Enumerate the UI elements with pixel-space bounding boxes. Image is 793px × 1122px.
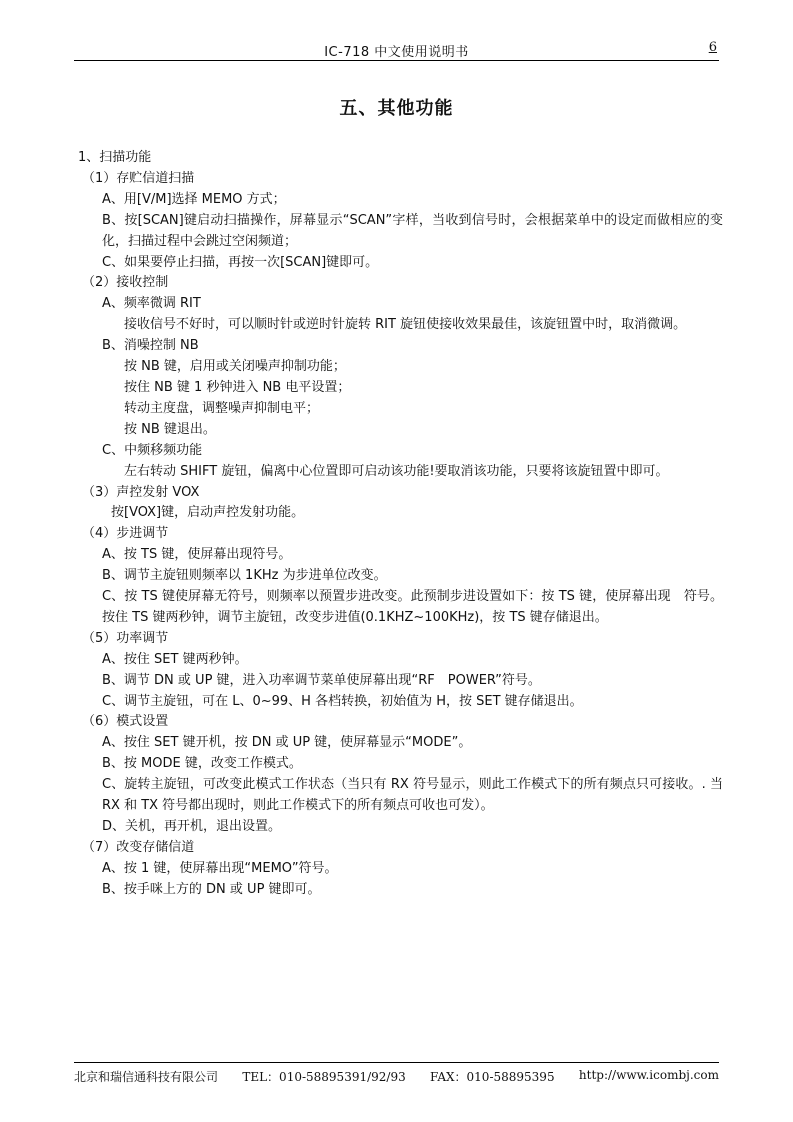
- text-line: 转动主度盘，调整噪声抑制电平；: [124, 400, 320, 416]
- text-line: C、旋转主旋钮，可改变此模式工作状态（当只有 RX 符号显示，则此工作模式下的所有频点只可接收。. 当 RX 和 TX 符号都出现时，则此工作模式下的所有频点可收也可发）。: [102, 777, 723, 814]
- text-line: 按 NB 键，启用或关闭噪声抑制功能；: [124, 359, 346, 375]
- text-line: A、按住 SET 键两秒钟。: [102, 651, 248, 667]
- text-line: 按[VOX]键，启动声控发射功能。: [111, 505, 305, 521]
- footer-fax: FAX：010-58895395: [430, 1070, 555, 1084]
- text-line: （6）模式设置: [82, 714, 169, 730]
- text-line: （4）步进调节: [82, 526, 169, 542]
- footer-url: http://www.icombj.com: [578, 1068, 719, 1082]
- text-line: C、按 TS 键使屏幕无符号，则频率以预置步进改变。此预制步进设置如下：按 TS 键，使屏幕出现 符号。按住 TS 键两秒钟，调节主旋钮，改变步进值(0.1KHZ~100KHz)，按 TS 键存储退出。: [102, 589, 723, 625]
- text-line: C、中频移频功能: [102, 442, 203, 458]
- text-line: A、按 1 键，使屏幕出现“MEMO”符号。: [102, 860, 338, 876]
- text-line: 1、扫描功能: [78, 150, 152, 165]
- header-title: IC-718 中文使用说明书: [324, 45, 469, 60]
- text-line: （2）接收控制: [82, 275, 169, 291]
- footer-company: 北京和瑞信通科技有限公司: [74, 1070, 219, 1084]
- text-line: （3）声控发射 VOX: [82, 484, 200, 500]
- text-line: B、按手咪上方的 DN 或 UP 键即可。: [102, 881, 321, 897]
- section-title: 五、其他功能: [339, 98, 454, 119]
- text-line: （7）改变存储信道: [82, 839, 195, 855]
- text-line: B、消噪控制 NB: [102, 338, 199, 354]
- page-header: [74, 38, 719, 61]
- text-line: A、用[V/M]选择 MEMO 方式；: [102, 191, 286, 207]
- text-line: （5）功率调节: [82, 630, 169, 646]
- text-line: B、按[SCAN]键启动扫描操作，屏幕显示“SCAN”字样，当收到信号时，会根据菜单中的设定而做相应的变化，扫描过程中会跳过空闲频道；: [102, 212, 723, 249]
- text-line: C、调节主旋钮，可在 L、0~99、H 各档转换，初始值为 H，按 SET 键存储退出。: [102, 693, 583, 709]
- page-footer: [74, 1062, 719, 1085]
- text-line: B、按 MODE 键，改变工作模式。: [102, 756, 302, 772]
- text-line: A、按 TS 键，使屏幕出现符号。: [102, 547, 292, 563]
- document-body: [78, 148, 723, 901]
- text-line: 左右转动 SHIFT 旋钮，偏离中心位置即可启动该功能!要取消该功能，只要将该旋钮置中即可。: [124, 463, 669, 479]
- text-line: 按 NB 键退出。: [124, 421, 216, 437]
- footer-tel: TEL：010-58895391/92/93: [242, 1070, 406, 1084]
- text-line: B、调节 DN 或 UP 键，进入功率调节菜单使屏幕出现“RF POWER”符号。: [102, 672, 541, 688]
- text-line: A、按住 SET 键开机，按 DN 或 UP 键，使屏幕显示“MODE”。: [102, 735, 472, 751]
- text-line: D、关机，再开机，退出设置。: [102, 819, 282, 834]
- text-line: 按住 NB 键 1 秒钟进入 NB 电平设置；: [124, 379, 351, 395]
- text-line: C、如果要停止扫描，再按一次[SCAN]键即可。: [102, 254, 379, 270]
- text-line: A、频率微调 RIT: [102, 296, 201, 312]
- page-number: 6: [708, 40, 717, 55]
- text-line: 接收信号不好时，可以顺时针或逆时针旋转 RIT 旋钮使接收效果最佳，该旋钮置中时，取消微调。: [124, 317, 687, 333]
- text-line: （1）存贮信道扫描: [82, 170, 195, 186]
- text-line: B、调节主旋钮则频率以 1KHz 为步进单位改变。: [102, 568, 387, 584]
